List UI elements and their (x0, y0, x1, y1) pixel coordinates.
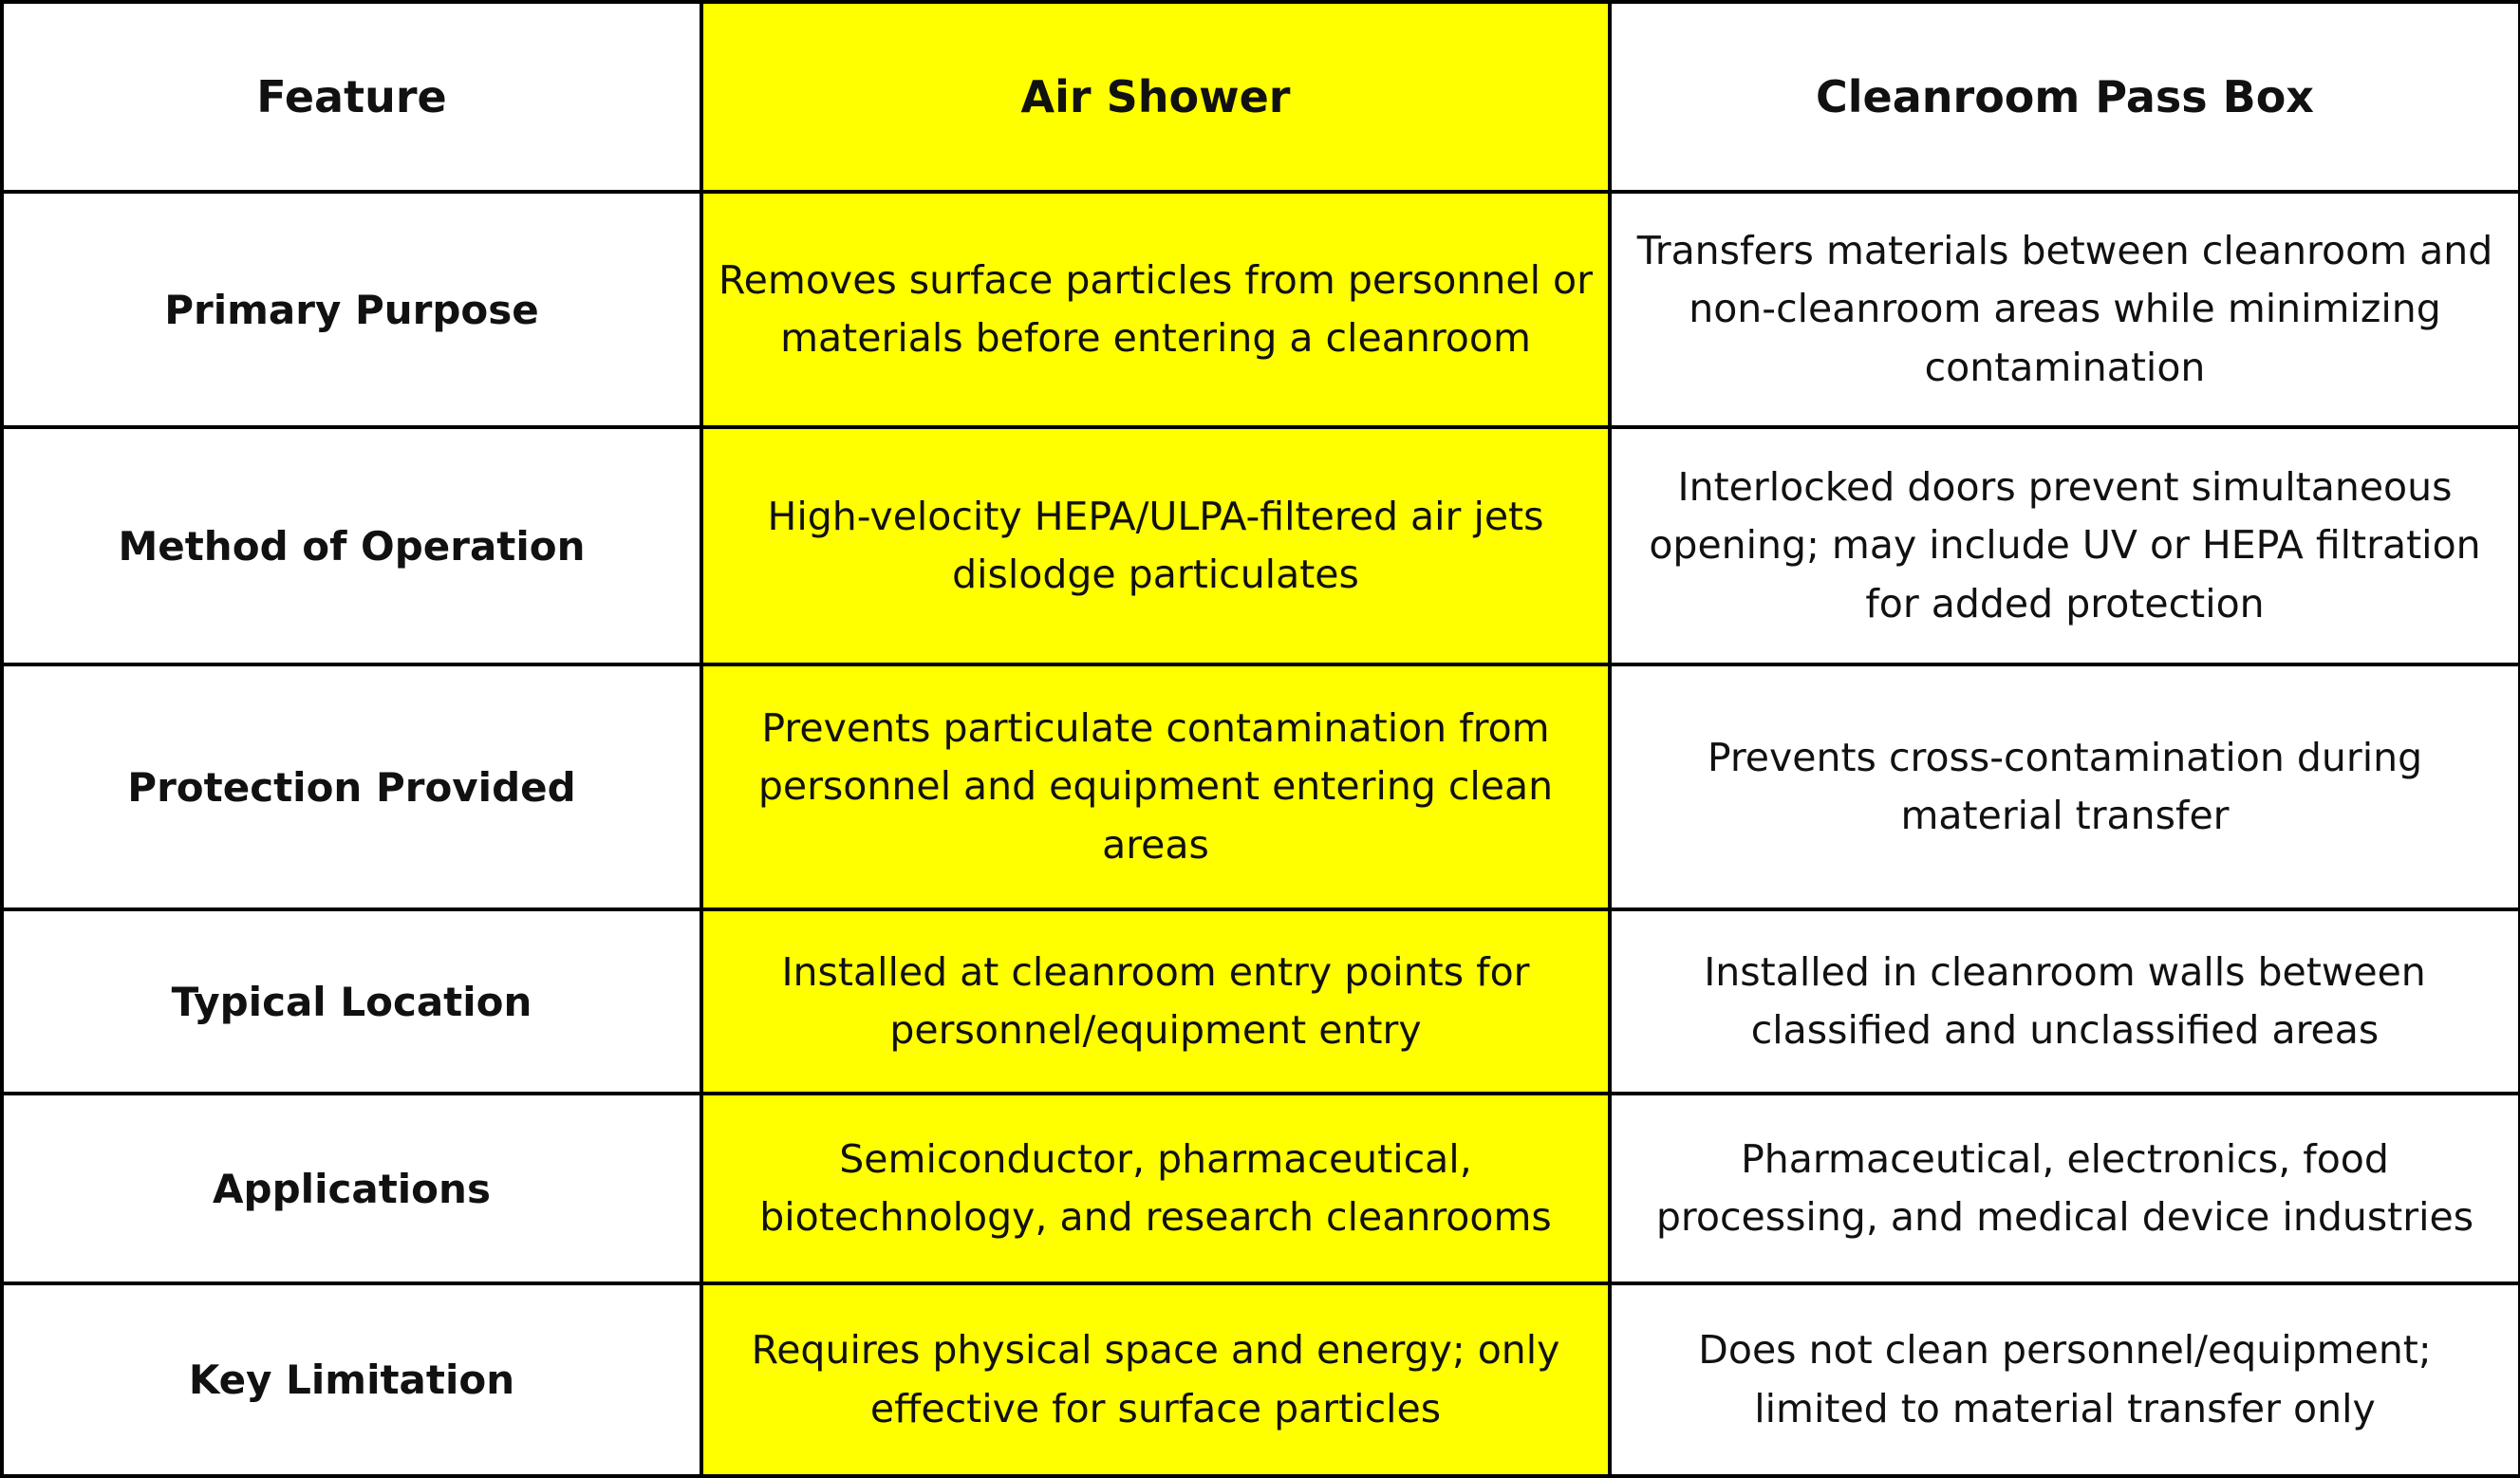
pass-box-cell: Transfers materials between cleanroom and non-cleanroom areas while minimizing contamination (1610, 192, 2520, 427)
air-shower-cell: Installed at cleanroom entry points for personnel/equipment entry (701, 909, 1610, 1094)
pass-box-cell: Installed in cleanroom walls between classified and unclassified areas (1610, 909, 2520, 1094)
header-feature: Feature (2, 2, 701, 192)
header-pass-box: Cleanroom Pass Box (1610, 2, 2520, 192)
air-shower-cell: Semiconductor, pharmaceutical, biotechnology, and research cleanrooms (701, 1094, 1610, 1283)
table-row (2, 1283, 2520, 1476)
feature-cell: Method of Operation (2, 427, 701, 664)
pass-box-cell: Pharmaceutical, electronics, food processing, and medical device industries (1610, 1094, 2520, 1283)
feature-cell: Protection Provided (2, 664, 701, 909)
header-row (2, 2, 2520, 192)
feature-cell: Typical Location (2, 909, 701, 1094)
pass-box-cell: Interlocked doors prevent simultaneous opening; may include UV or HEPA filtration for added protection (1610, 427, 2520, 664)
air-shower-cell: Requires physical space and energy; only effective for surface particles (701, 1283, 1610, 1476)
air-shower-cell: High-velocity HEPA/ULPA-filtered air jets dislodge particulates (701, 427, 1610, 664)
air-shower-cell: Prevents particulate contamination from personnel and equipment entering clean areas (701, 664, 1610, 909)
feature-cell: Applications (2, 1094, 701, 1283)
table-row (2, 192, 2520, 427)
pass-box-cell: Does not clean personnel/equipment; limited to material transfer only (1610, 1283, 2520, 1476)
air-shower-cell: Removes surface particles from personnel or materials before entering a cleanroom (701, 192, 1610, 427)
table-row (2, 664, 2520, 909)
table-row (2, 909, 2520, 1094)
feature-cell: Primary Purpose (2, 192, 701, 427)
table-row (2, 1094, 2520, 1283)
header-air-shower: Air Shower (701, 2, 1610, 192)
pass-box-cell: Prevents cross-contamination during material transfer (1610, 664, 2520, 909)
feature-cell: Key Limitation (2, 1283, 701, 1476)
table-row (2, 427, 2520, 664)
